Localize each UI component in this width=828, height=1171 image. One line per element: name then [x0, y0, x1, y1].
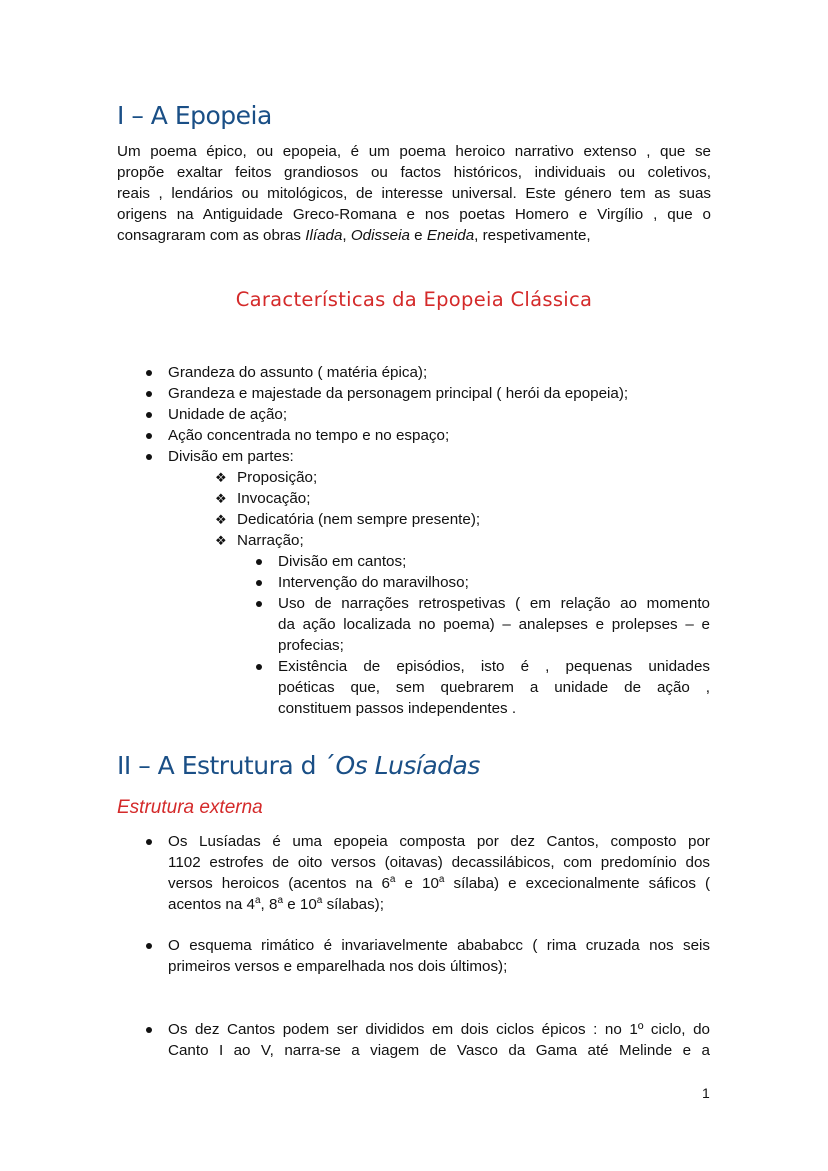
list-item: ❖ Narração;: [215, 532, 304, 549]
characteristics-title: Características da Epopeia Clássica: [235, 288, 593, 311]
work-title: Odisseia: [350, 227, 410, 244]
paragraph-line: Um poema épico, ou epopeia, é um poema heroico narrativo extenso , que se: [117, 143, 711, 160]
section-title-epopeia: I – A Epopeia: [117, 101, 272, 130]
diamond-bullet-icon: ❖: [215, 470, 227, 485]
paragraph-line: origens na Antiguidade Greco-Romana e nos poetas Homero e Virgílio , que o: [117, 206, 711, 223]
list-item: Unidade de ação;: [168, 404, 728, 425]
list-item: Os Lusíadas é uma epopeia composta por dez Cantos, composto por 1102 estrofes de oito versos (oitavas) decassilábicos, com predomínio dos versos heroicos (acentos na 6$^a$ e 10$^a$ sílaba) e excecionalmente sáficos ( acentos na 4$^a$, 8$^a$ e 10$^a$ sílabas);: [168, 833, 711, 913]
characteristics-list: [168, 362, 728, 467]
work-title: Eneida: [426, 227, 475, 244]
list-item: Intervenção do maravilhoso;: [278, 572, 710, 593]
list-item: Uso de narrações retrospetivas ( em relação ao momento da ação localizada no poema) – analepses e prolepses – e profecias;: [278, 595, 710, 654]
paragraph-line: propõe exaltar feitos grandiosos ou factos históricos, individuais ou coletivos,: [117, 164, 711, 181]
section-title-estrutura: II – A Estrutura d ´Os Lusíadas: [117, 751, 480, 780]
paragraph-line: consagraram com as obras Ilíada, Odisseia e Eneida, respetivamente,: [117, 227, 591, 244]
work-title: Ilíada: [305, 227, 343, 244]
list-item: Divisão em partes:: [168, 446, 728, 467]
list-item: Grandeza e majestade da personagem principal ( herói da epopeia);: [168, 383, 728, 404]
subsection-title: Estrutura externa: [117, 797, 263, 818]
diamond-bullet-icon: ❖: [215, 533, 227, 548]
list-item: Grandeza do assunto ( matéria épica);: [168, 362, 728, 383]
list-item: Divisão em cantos;: [278, 551, 710, 572]
diamond-bullet-icon: ❖: [215, 491, 227, 506]
parts-list: [215, 467, 717, 551]
narration-list: [278, 551, 710, 719]
structure-list: [168, 1019, 710, 1061]
diamond-bullet-icon: ❖: [215, 512, 227, 527]
list-item: Os dez Cantos podem ser divididos em dois ciclos épicos : no 1º ciclo, do Canto I ao V, narra-se a viagem de Vasco da Gama até Melinde e a: [168, 1021, 710, 1059]
list-item: Existência de episódios, isto é , pequenas unidades poéticas que, sem quebrarem a unidade de ação , constituem passos independentes .: [278, 658, 710, 717]
intro-paragraph: [117, 141, 711, 246]
list-item: ❖ Proposição;: [215, 469, 318, 486]
structure-list: [168, 831, 710, 915]
list-item: O esquema rimático é invariavelmente abababcc ( rima cruzada nos seis primeiros versos e emparelhada nos dois últimos);: [168, 937, 710, 975]
page-number: 1: [702, 1085, 710, 1101]
structure-list: [168, 935, 710, 977]
list-item: ❖ Dedicatória (nem sempre presente);: [215, 511, 481, 528]
list-item: ❖ Invocação;: [215, 490, 311, 507]
paragraph-line: reais , lendários ou mitológicos, de interesse universal. Este género tem as suas: [117, 185, 711, 202]
list-item: Ação concentrada no tempo e no espaço;: [168, 425, 728, 446]
